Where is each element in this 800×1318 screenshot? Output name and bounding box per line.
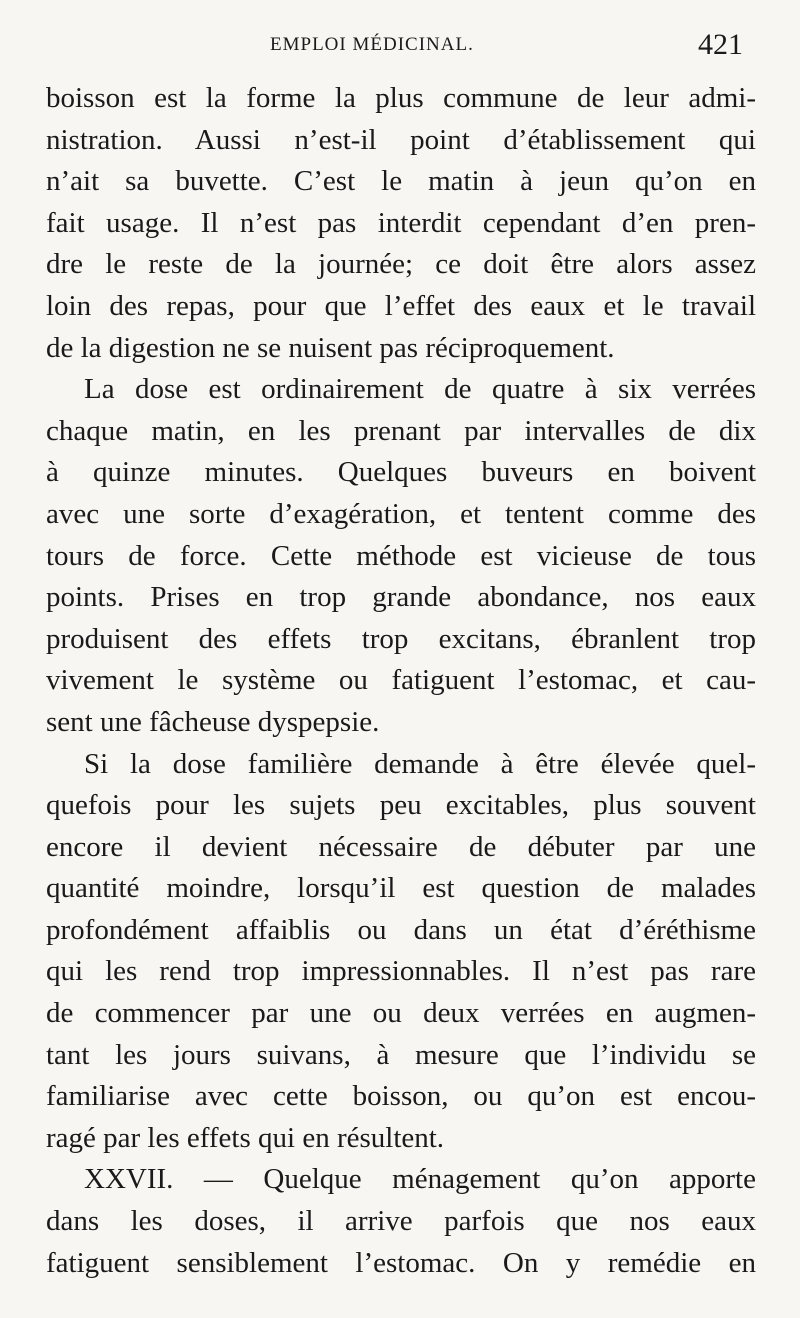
text-line: XXVII. — Quelque ménagement qu’on apporte — [84, 1163, 756, 1196]
text-line: quefois pour les sujets peu excitables, plus souvent — [46, 789, 756, 822]
text-line: sent une fâcheuse dyspepsie. — [46, 705, 380, 738]
text-line: à quinze minutes. Quelques buveurs en boivent — [46, 456, 756, 489]
text-line: tant les jours suivans, à mesure que l’individu se — [46, 1038, 756, 1071]
text-line: loin des repas, pour que l’effet des eaux et le travail — [46, 289, 756, 322]
paragraph-familiar-dose — [46, 744, 756, 1160]
paragraph-continued — [46, 78, 756, 369]
body-text — [46, 78, 756, 1284]
text-line: dans les doses, il arrive parfois que nos eaux — [46, 1205, 756, 1238]
paragraph-section-xxvii — [46, 1159, 756, 1284]
text-line: dre le reste de la journée; ce doit être alors assez — [46, 248, 756, 281]
text-line: tours de force. Cette méthode est vicieuse de tous — [46, 539, 756, 572]
text-line: ragé par les effets qui en résultent. — [46, 1121, 445, 1154]
text-line: produisent des effets trop excitans, ébranlent trop — [46, 622, 756, 655]
text-line: La dose est ordinairement de quatre à six verrées — [84, 373, 756, 406]
running-title: EMPLOI MÉDICINAL. — [270, 34, 474, 55]
running-head — [0, 30, 800, 70]
text-line: points. Prises en trop grande abondance, nos eaux — [46, 581, 756, 614]
text-line: chaque matin, en les prenant par intervalles de dix — [46, 414, 756, 447]
paragraph-dose — [46, 369, 756, 743]
text-line: qui les rend trop impressionnables. Il n’est pas rare — [46, 955, 756, 988]
text-line: profondément affaiblis ou dans un état d’éréthisme — [46, 913, 756, 946]
page-number: 421 — [698, 28, 743, 61]
text-line: vivement le système ou fatiguent l’estomac, et cau- — [46, 664, 756, 697]
text-line: fait usage. Il n’est pas interdit cependant d’en pren- — [46, 206, 756, 239]
text-line: nistration. Aussi n’est-il point d’établissement qui — [46, 123, 756, 156]
text-line: quantité moindre, lorsqu’il est question de malades — [46, 872, 756, 905]
text-line: familiarise avec cette boisson, ou qu’on est encou- — [46, 1080, 756, 1113]
text-line: encore il devient nécessaire de débuter par une — [46, 830, 756, 863]
text-line: de commencer par une ou deux verrées en augmen- — [46, 997, 756, 1030]
text-line: boisson est la forme la plus commune de leur admi- — [46, 82, 756, 114]
text-line: fatiguent sensiblement l’estomac. On y remédie en — [46, 1246, 756, 1279]
text-line: Si la dose familière demande à être élevée quel- — [84, 747, 756, 780]
text-line: de la digestion ne se nuisent pas réciproquement. — [46, 331, 615, 364]
text-line: n’ait sa buvette. C’est le matin à jeun qu’on en — [46, 165, 756, 198]
text-line: avec une sorte d’exagération, et tentent comme des — [46, 497, 756, 530]
